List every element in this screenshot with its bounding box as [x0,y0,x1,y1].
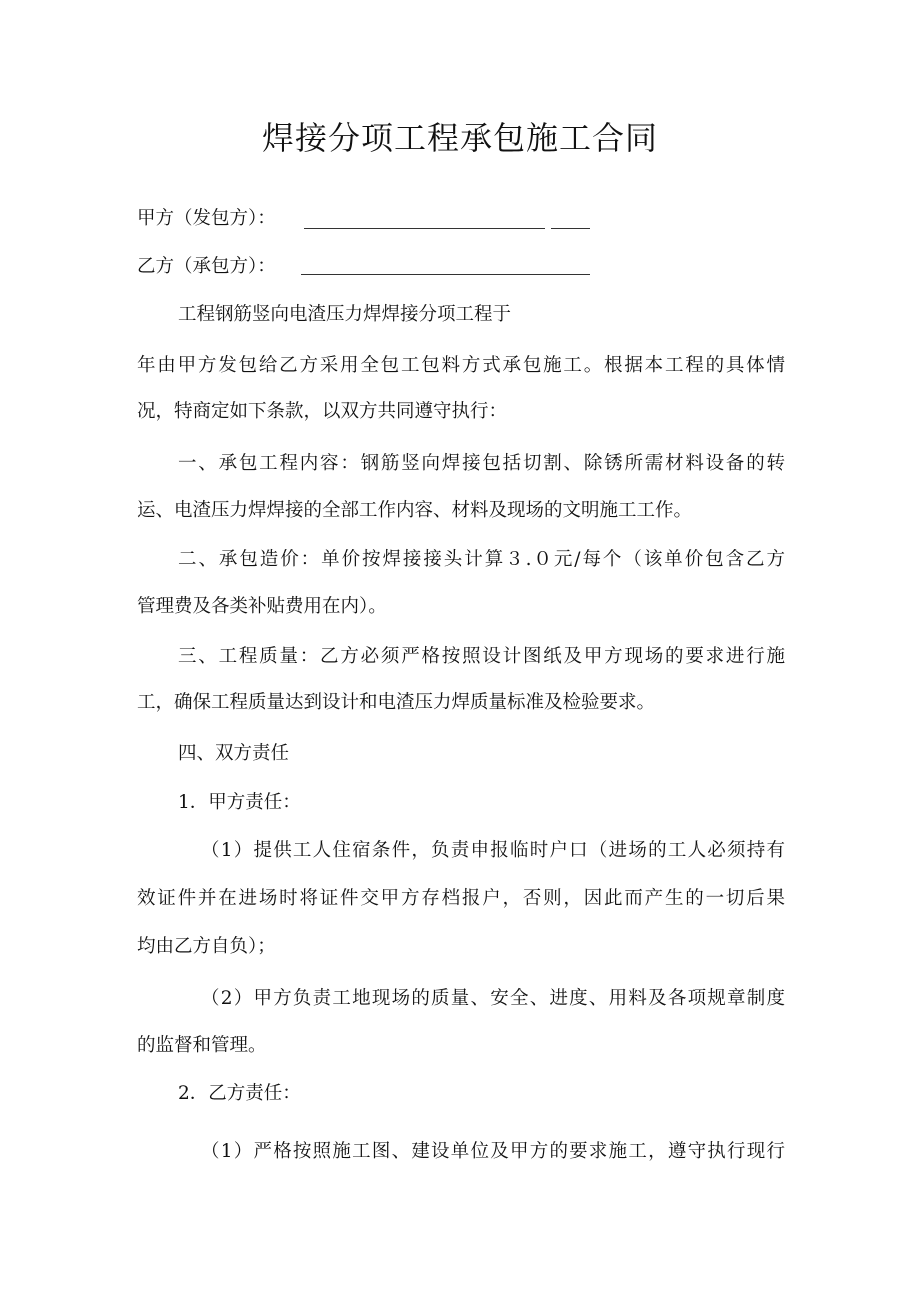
section-2-line-1: 二、承包造价：单价按焊接接头计算３.０元/每个（该单价包含乙方 [178,549,785,570]
party-a-duty-2-line-2: 的监督和管理。 [137,1035,267,1056]
party-a-duty-2-line-1: （2）甲方负责工地现场的质量、安全、进度、用料及各项规章制度 [201,988,785,1009]
party-b-duty-1-line-1: （1）严格按照施工图、建设单位及甲方的要求施工，遵守执行现行 [201,1141,785,1162]
party-b-blank-line [301,274,590,275]
intro-line-3: 况，特商定如下条款，以双方共同遵守执行： [137,401,508,422]
section-1-line-2: 运、电渣压力焊焊接的全部工作内容、材料及现场的文明施工工作。 [137,500,693,521]
intro-line-1: 工程钢筋竖向电渣压力焊焊接分项工程于 [178,304,512,325]
party-a-duty-1-line-1: （1）提供工人住宿条件，负责申报临时户口（进场的工人必须持有 [201,840,785,861]
party-a-line [137,204,785,234]
section-2-line-2: 管理费及各类补贴费用在内）。 [137,596,387,617]
party-a-duties-heading: 1．甲方责任： [178,792,301,813]
party-a-label: 甲方（发包方）： [137,208,276,229]
section-3-line-2: 工，确保工程质量达到设计和电渣压力焊质量标准及检验要求。 [137,692,656,713]
party-a-blank-line-tail [551,228,590,229]
section-1-line-1: 一、承包工程内容：钢筋竖向焊接包括切割、除锈所需材料设备的转 [178,453,785,474]
intro-line-2: 年由甲方发包给乙方采用全包工包料方式承包施工。根据本工程的具体情 [137,355,785,376]
party-b-duties-heading: 2．乙方责任： [178,1083,301,1104]
party-a-blank-line [304,228,545,229]
party-a-duty-1-line-2: 效证件并在进场时将证件交甲方存档报户，否则，因此而产生的一切后果 [137,888,785,909]
party-b-line [137,252,785,282]
section-4-heading: 四、双方责任 [178,743,290,764]
party-b-label: 乙方（承包方）： [137,256,276,277]
page-title: 焊接分项工程承包施工合同 [261,119,658,157]
party-a-duty-1-line-3: 均由乙方自负）； [137,936,276,957]
section-3-line-1: 三、工程质量：乙方必须严格按照设计图纸及甲方现场的要求进行施 [178,646,785,667]
